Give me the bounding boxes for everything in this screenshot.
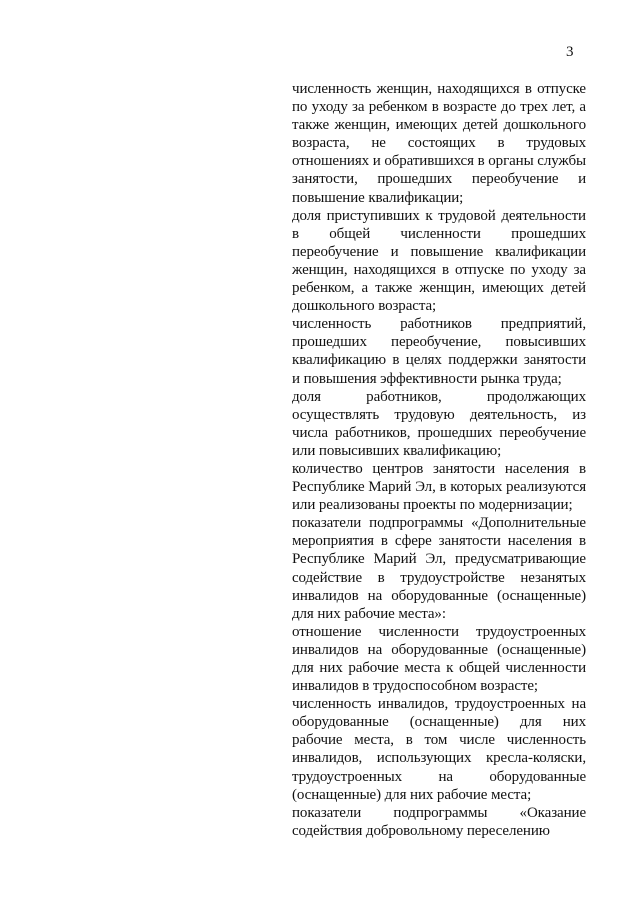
paragraph-workers-continuing-share: доля работников, продолжающих осуществлять трудовую деятельность, из числа работников, прошедших переобучение или повысивших квалификацию; (292, 388, 586, 459)
paragraph-employment-centers-count: количество центров занятости населения в Республике Марий Эл, в которых реализуются или реализованы проекты по модернизации; (292, 460, 586, 514)
paragraph-women-on-leave-count: численность женщин, находящихся в отпуске по уходу за ребенком в возрасте до трех лет, а также женщин, имеющих детей дошкольного возраста, не состоящих в трудовых отношениях и обратившихся в органы службы занятости, прошедших переобучение и повышение квалификации; (292, 81, 586, 206)
paragraph-resettlement-subprogram-heading: показатели подпрограммы «Оказание содействия добровольному переселению (292, 804, 586, 839)
paragraph-disabled-employed-count: численность инвалидов, трудоустроенных на оборудованные (оснащенные) для них рабочие места, в том числе численность инвалидов, использующих кресла-коляски, трудоустроенных на оборудованные (оснащенные) для них рабочие места; (292, 696, 586, 803)
body-text (292, 80, 586, 840)
page-number: 3 (566, 44, 574, 60)
paragraph-disabled-subprogram-heading: показатели подпрограммы «Дополнительные мероприятия в сфере занятости населения в Республике Марий Эл, предусматривающие содействие в трудоустройстве незанятых инвалидов на оборудованные (оснащенные) для них рабочие места»: (292, 515, 586, 622)
paragraph-enterprise-workers-count: численность работников предприятий, прошедших переобучение, повысивших квалификацию в целях поддержки занятости и повышения эффективности рынка труда; (292, 316, 586, 387)
paragraph-disabled-employed-ratio: отношение численности трудоустроенных инвалидов на оборудованные (оснащенные) для них рабочие места к общей численности инвалидов в трудоспособном возрасте; (292, 623, 586, 695)
paragraph-women-employed-share: доля приступивших к трудовой деятельности в общей численности прошедших переобучение и повышение квалификации женщин, находящихся в отпуске по уходу за ребенком, а также женщин, имеющих детей дошкольного возраста; (292, 207, 586, 315)
